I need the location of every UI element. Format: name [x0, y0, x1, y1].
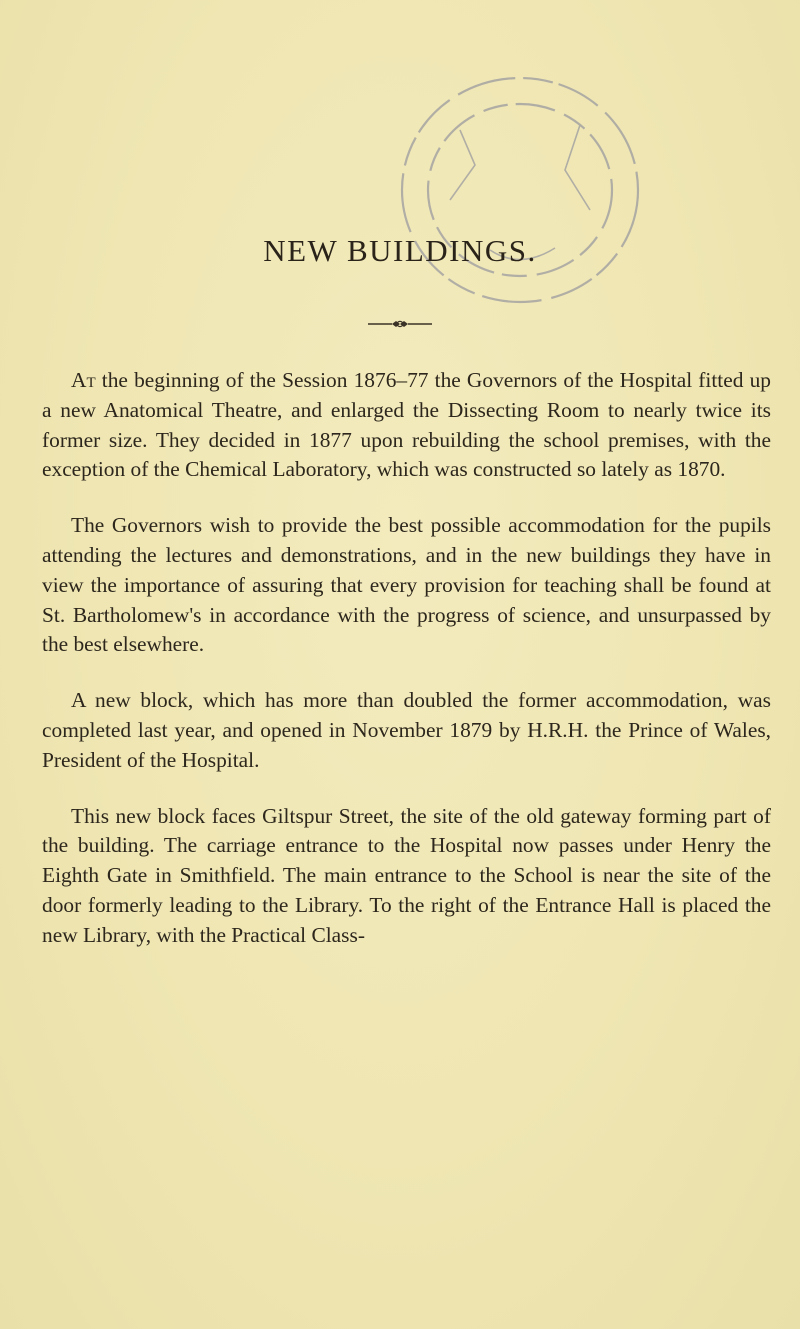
lead-word: At: [71, 368, 96, 392]
paragraph-text: This new block faces Giltspur Street, the site of the old gateway forming part of the building. The carriage entrance to the Hospital now passes under Henry the Eighth Gate in Smithfield. The main entrance to the School is near the site of the door formerly leading to the Library. To the right of the Entrance Hall is placed the new Library, with the Practical Class-: [42, 803, 771, 947]
paragraph: [42, 802, 771, 951]
paragraph-text: A new block, which has more than doubled the former accommodation, was completed last year, and opened in November 1879 by H.R.H. the Prince of Wales, President of the Hospital.: [42, 688, 771, 772]
paragraph-text: the beginning of the Session 1876–77 the Governors of the Hospital fitted up a new Anatomical Theatre, and enlarged the Dissecting Room to nearly twice its former size. They decided in 1877 upon rebuilding the school premises, with the exception of the Chemical Laboratory, which was constructed so lately as 1870.: [42, 368, 771, 482]
library-stamp-icon: [380, 70, 660, 350]
ornamental-rule: [368, 318, 432, 330]
page-title: NEW BUILDINGS.: [263, 233, 537, 268]
body-text: [42, 366, 771, 977]
paragraph: [42, 686, 771, 775]
paragraph-text: The Governors wish to provide the best possible accommodation for the pupils attending the lectures and demonstrations, and in the new buildings they have in view the importance of assuring that every provision for teaching shall be found at St. Bartholomew's in accordance with the progress of science, and unsurpassed by the best elsewhere.: [42, 513, 771, 657]
paragraph: [42, 511, 771, 660]
paragraph: [42, 366, 771, 485]
